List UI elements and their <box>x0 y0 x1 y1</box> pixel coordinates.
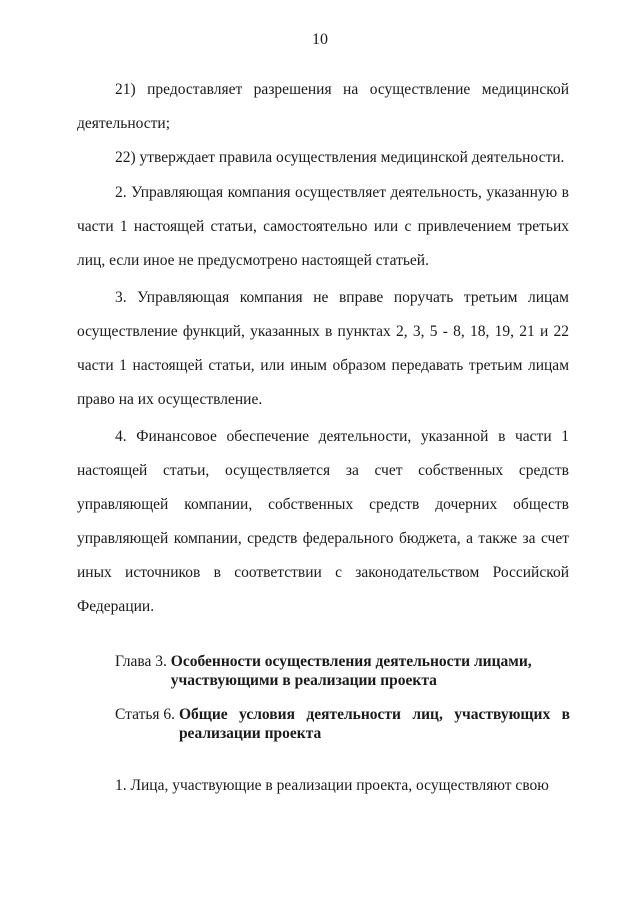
article-title: Общие условия деятельности лиц, участвующих в реализации проекта <box>178 706 570 742</box>
chapter-label: Глава 3. <box>115 653 171 670</box>
chapter-title: Особенности осуществления деятельности лицами, участвующими в реализации проекта <box>170 653 532 689</box>
page-number: 10 <box>312 31 328 48</box>
paragraph-item-21: 21) предоставляет разрешения на осуществление медицинской деятельности; <box>77 81 569 132</box>
article-heading <box>115 705 570 743</box>
paragraph-item-22: 22) утверждает правила осуществления медицинской деятельности. <box>115 149 565 166</box>
article-label: Статья 6. <box>115 706 179 723</box>
paragraph-part-2: 2. Управляющая компания осуществляет деятельность, указанную в части 1 настоящей статьи, самостоятельно или с привлечением третьих лиц, если иное не предусмотрено настоящей статьей. <box>77 184 569 269</box>
paragraph-article-6-part-1: 1. Лица, участвующие в реализации проекта, осуществляют свою <box>115 777 549 794</box>
paragraph-part-4: 4. Финансовое обеспечение деятельности, указанной в части 1 настоящей статьи, осуществляется за счет собственных средств управляющей компании, собственных средств дочерних обществ управляющей компании, средств федерального бюджета, а также за счет иных источников в соответствии с законодательством Российской Федерации. <box>77 428 569 615</box>
chapter-heading <box>115 652 555 690</box>
paragraph-part-3: 3. Управляющая компания не вправе поручать третьим лицам осуществление функций, указанных в пунктах 2, 3, 5 - 8, 18, 19, 21 и 22 части 1 настоящей статьи, или иным образом передавать третьим лицам право на их осуществление. <box>77 289 569 408</box>
